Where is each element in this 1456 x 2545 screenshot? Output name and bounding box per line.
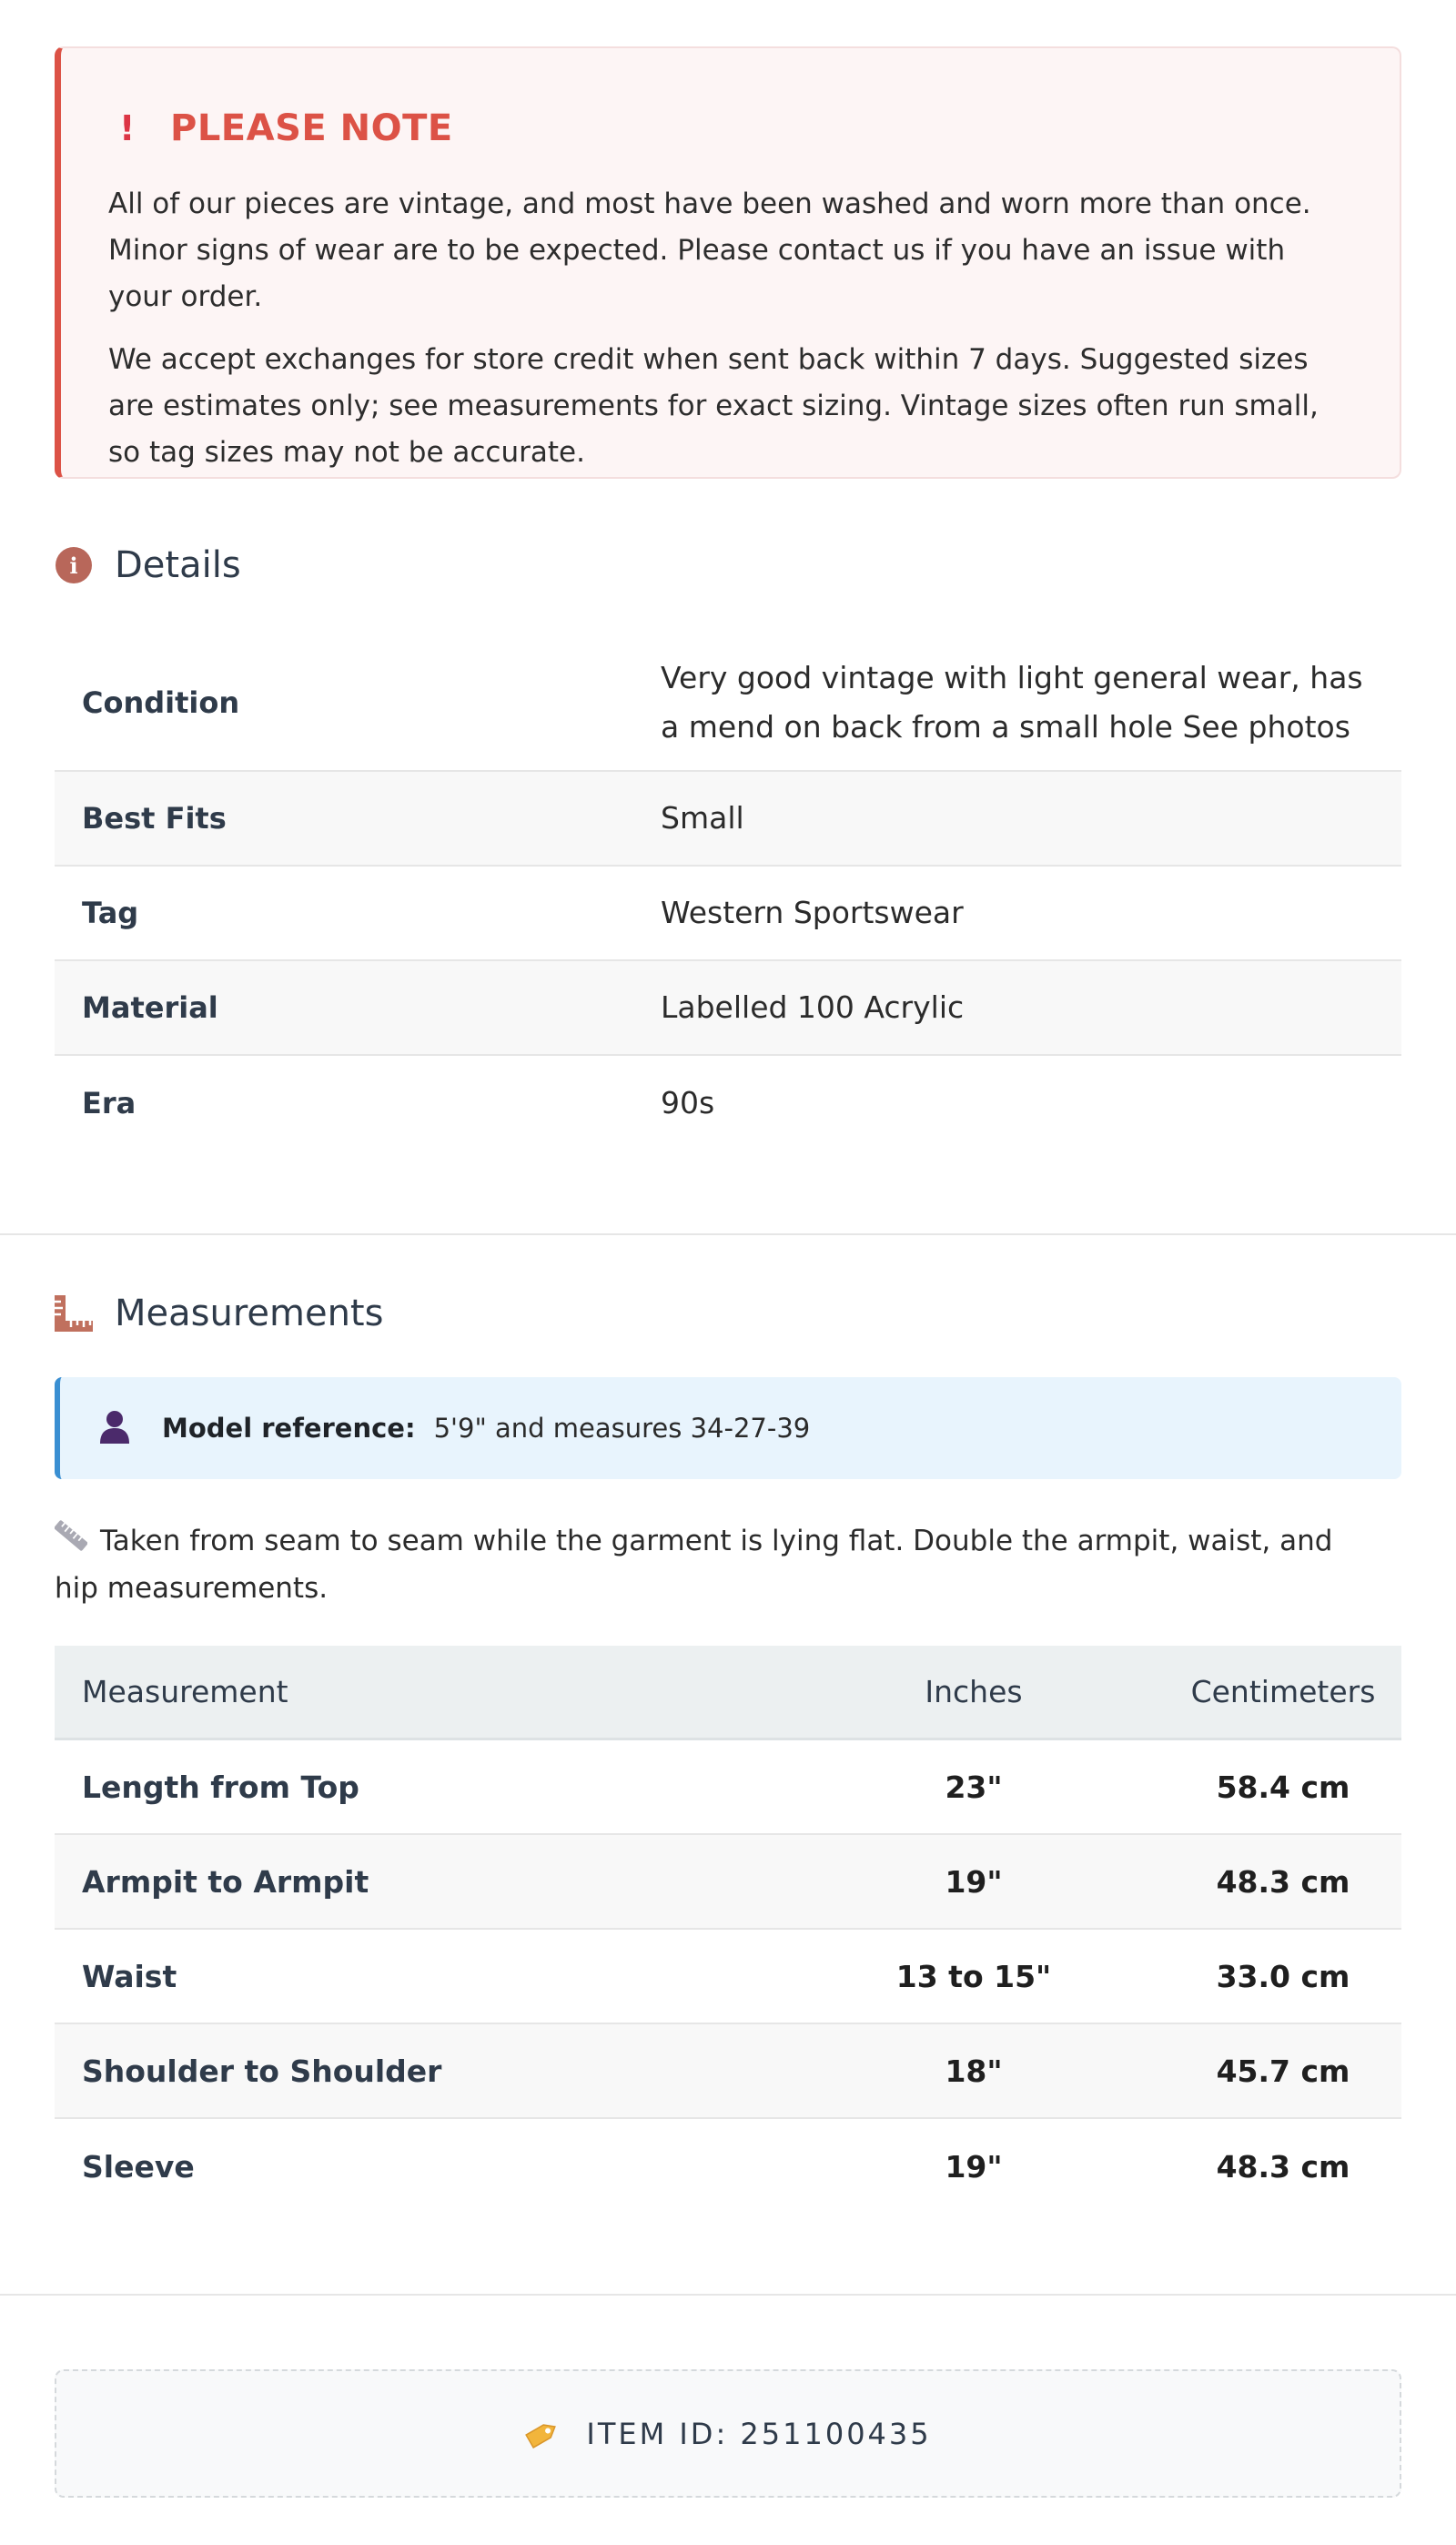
model-reference-label: Model reference: bbox=[162, 1413, 416, 1444]
info-circle-icon: i bbox=[55, 546, 93, 584]
details-value: Western Sportswear bbox=[661, 895, 964, 930]
measurements-table bbox=[55, 1646, 1401, 2214]
measurement-inches: 19" bbox=[945, 2148, 1003, 2185]
details-value: 90s bbox=[661, 1085, 715, 1120]
measurement-name: Waist bbox=[82, 1958, 177, 1994]
item-id-text: ITEM ID: 251100435 bbox=[586, 2416, 932, 2451]
details-table bbox=[55, 634, 1401, 1151]
tag-icon bbox=[524, 2418, 561, 2450]
details-row-era bbox=[55, 1056, 1401, 1151]
table-row bbox=[55, 1930, 1401, 2024]
table-header bbox=[55, 1646, 1401, 1740]
measurements-header bbox=[55, 1293, 383, 1334]
measurement-note bbox=[55, 1518, 1365, 1612]
table-row bbox=[55, 2119, 1401, 2214]
table-row bbox=[55, 2024, 1401, 2119]
details-value: Very good vintage with light general wear, has a mend on back from a small hole See photos bbox=[661, 659, 1363, 745]
details-title: Details bbox=[115, 544, 241, 586]
details-row-tag bbox=[55, 867, 1401, 961]
model-reference-box bbox=[55, 1377, 1401, 1479]
notice-box bbox=[55, 46, 1401, 479]
details-value: Labelled 100 Acrylic bbox=[661, 989, 965, 1025]
measurement-cm: 48.3 cm bbox=[1216, 1863, 1350, 1900]
model-reference-value: 5'9" and measures 34-27-39 bbox=[433, 1413, 811, 1444]
notice-paragraph-2: We accept exchanges for store credit when sent back within 7 days. Suggested sizes are estimates only; see measurements for exact sizing. Vintage sizes often run small, so tag sizes may not be accurate. bbox=[108, 343, 1319, 469]
column-header-measurement: Measurement bbox=[82, 1674, 288, 1709]
measurement-cm: 58.4 cm bbox=[1216, 1769, 1350, 1805]
person-silhouette-icon bbox=[98, 1409, 131, 1447]
details-label: Best Fits bbox=[82, 801, 227, 836]
measurement-inches: 19" bbox=[945, 1863, 1003, 1900]
column-header-centimeters: Centimeters bbox=[1190, 1674, 1376, 1709]
section-divider bbox=[0, 2294, 1456, 2296]
notice-title: PLEASE NOTE bbox=[170, 107, 453, 149]
measurement-inches: 18" bbox=[945, 2053, 1003, 2089]
notice-paragraph-1: All of our pieces are vintage, and most have been washed and worn more than once. Minor signs of wear are to be expected. Please contact us if you have an issue with your order. bbox=[108, 188, 1311, 313]
measurement-name: Sleeve bbox=[82, 2148, 195, 2185]
details-value: Small bbox=[661, 800, 744, 836]
straight-ruler-icon bbox=[55, 1519, 87, 1566]
details-row-best-fits bbox=[55, 772, 1401, 867]
item-id-box bbox=[55, 2369, 1401, 2498]
measurement-cm: 48.3 cm bbox=[1216, 2148, 1350, 2185]
measurement-inches: 13 to 15" bbox=[895, 1958, 1052, 1994]
measurement-cm: 45.7 cm bbox=[1216, 2053, 1350, 2089]
details-label: Material bbox=[82, 990, 218, 1025]
measurement-inches: 23" bbox=[945, 1769, 1003, 1805]
column-header-inches: Inches bbox=[925, 1674, 1023, 1709]
exclamation-icon: ! bbox=[119, 108, 136, 148]
measurement-note-text: Taken from seam to seam while the garment is lying flat. Double the armpit, waist, and hip measurements. bbox=[55, 1525, 1333, 1605]
measurements-title: Measurements bbox=[115, 1293, 384, 1334]
details-row-condition bbox=[55, 634, 1401, 772]
details-row-material bbox=[55, 961, 1401, 1056]
details-label: Tag bbox=[82, 896, 139, 930]
details-label: Condition bbox=[82, 684, 240, 720]
measurement-name: Shoulder to Shoulder bbox=[82, 2053, 442, 2089]
ruler-icon bbox=[55, 1294, 93, 1333]
notice-header bbox=[108, 103, 1356, 154]
table-row bbox=[55, 1740, 1401, 1835]
measurement-name: Length from Top bbox=[82, 1769, 359, 1805]
table-row bbox=[55, 1835, 1401, 1930]
details-header bbox=[55, 544, 241, 586]
measurement-name: Armpit to Armpit bbox=[82, 1863, 369, 1900]
details-label: Era bbox=[82, 1086, 136, 1120]
measurement-cm: 33.0 cm bbox=[1216, 1958, 1350, 1994]
section-divider bbox=[0, 1233, 1456, 1235]
